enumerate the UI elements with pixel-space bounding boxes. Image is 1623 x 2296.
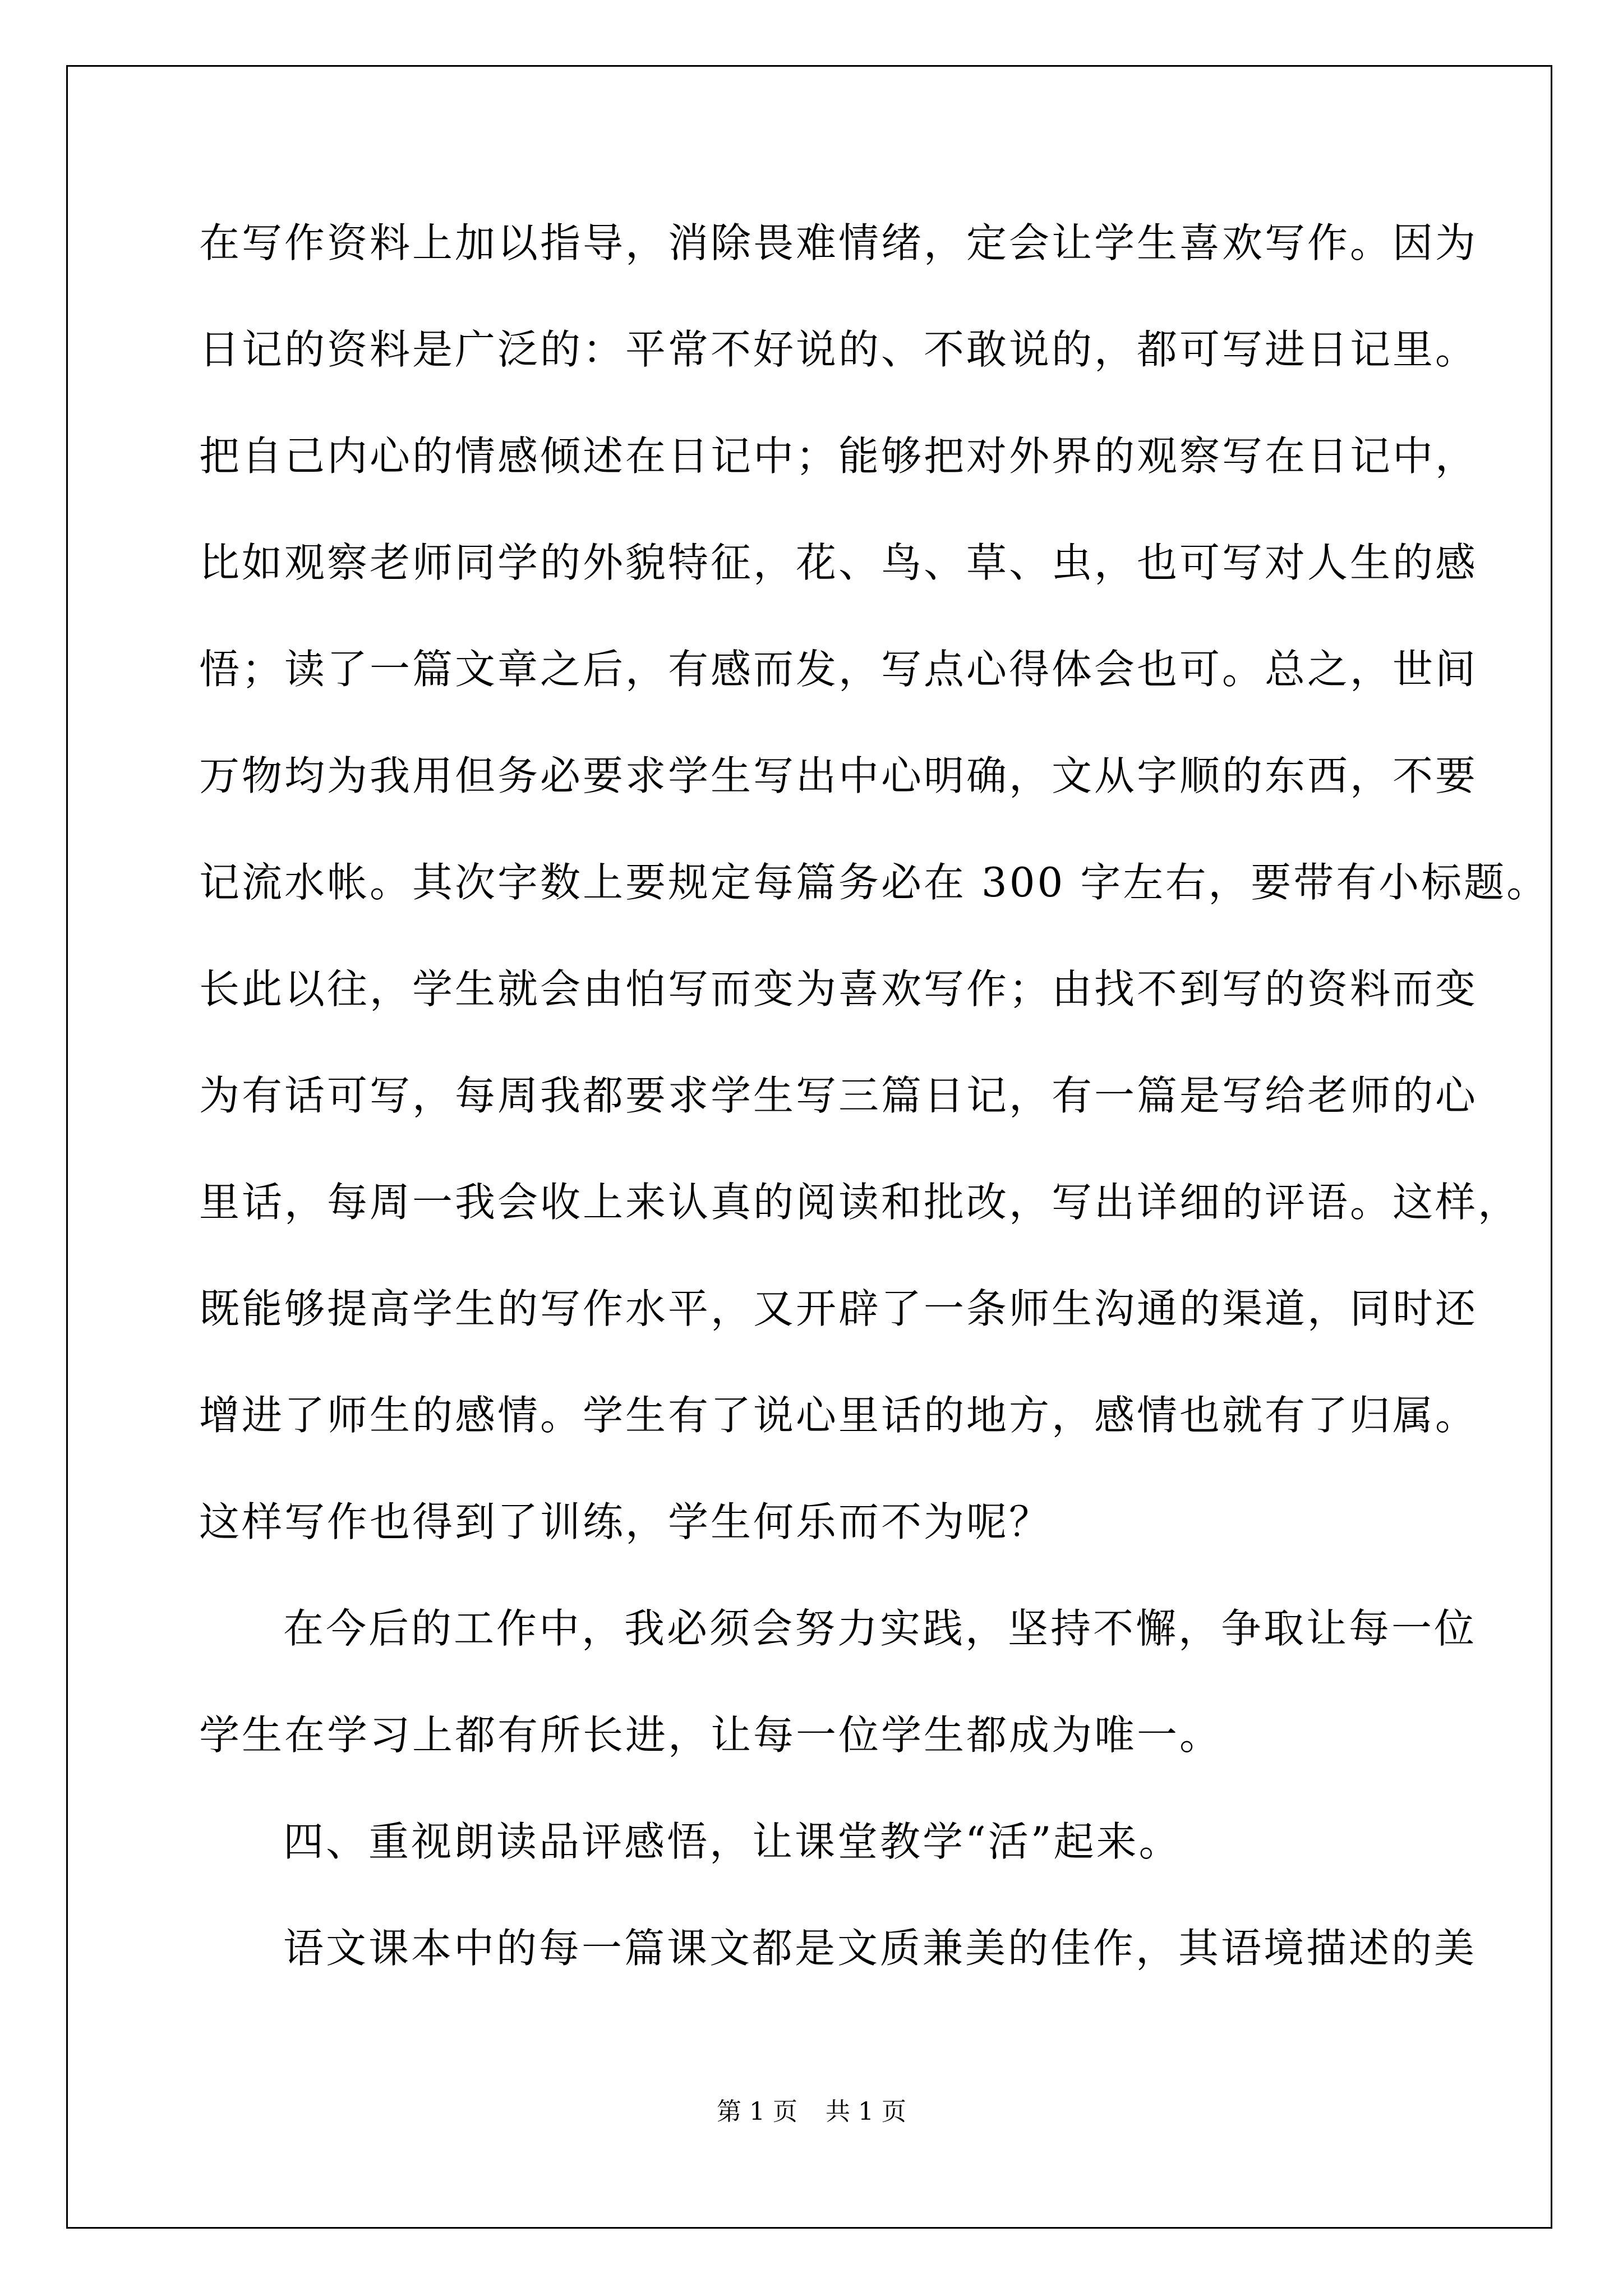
text-line: 为有话可写，每周我都要求学生写三篇日记，有一篇是写给老师的心 [199,1072,1478,1119]
text-line: 既能够提高学生的写作水平，又开辟了一条师生沟通的渠道，同时还 [199,1285,1478,1332]
text-line: 悟；读了一篇文章之后，有感而发，写点心得体会也可。总之，世间 [199,646,1478,693]
page-border [66,65,1552,2229]
paragraph-start-line: 在今后的工作中，我必须会努力实践，坚持不懈，争取让每一位 [283,1605,1477,1652]
page-total: 共 1 页 [826,2097,906,2126]
text-line: 增进了师生的感情。学生有了说心里话的地方，感情也就有了归属。 [199,1392,1478,1439]
text-line: 长此以往，学生就会由怕写而变为喜欢写作；由找不到写的资料而变 [199,965,1478,1013]
text-line: 学生在学习上都有所长进，让每一位学生都成为唯一。 [199,1711,1223,1759]
section-heading: 四、重视朗读品评感悟，让课堂教学“活”起来。 [283,1818,1182,1865]
text-line: 记流水帐。其次字数上要规定每篇务必在 300 字左右，要带有小标题。 [199,859,1550,906]
text-line: 万物均为我用但务必要求学生写出中心明确，文从字顺的东西，不要 [199,752,1478,799]
page-number: 第 1 页 [717,2097,797,2126]
text-line: 日记的资料是广泛的：平常不好说的、不敢说的，都可写进日记里。 [199,326,1478,373]
page-footer [0,2095,1623,2129]
paragraph-start-line: 语文课本中的每一篇课文都是文质兼美的佳作，其语境描述的美 [283,1925,1477,1972]
text-line: 在写作资料上加以指导，消除畏难情绪，定会让学生喜欢写作。因为 [199,219,1478,266]
text-line: 里话，每周一我会收上来认真的阅读和批改，写出详细的评语。这样， [199,1179,1521,1226]
text-line: 这样写作也得到了训练，学生何乐而不为呢？ [199,1498,1052,1545]
text-line: 把自己内心的情感倾述在日记中；能够把对外界的观察写在日记中， [199,432,1478,480]
text-line: 比如观察老师同学的外貌特征，花、鸟、草、虫，也可写对人生的感 [199,539,1478,586]
